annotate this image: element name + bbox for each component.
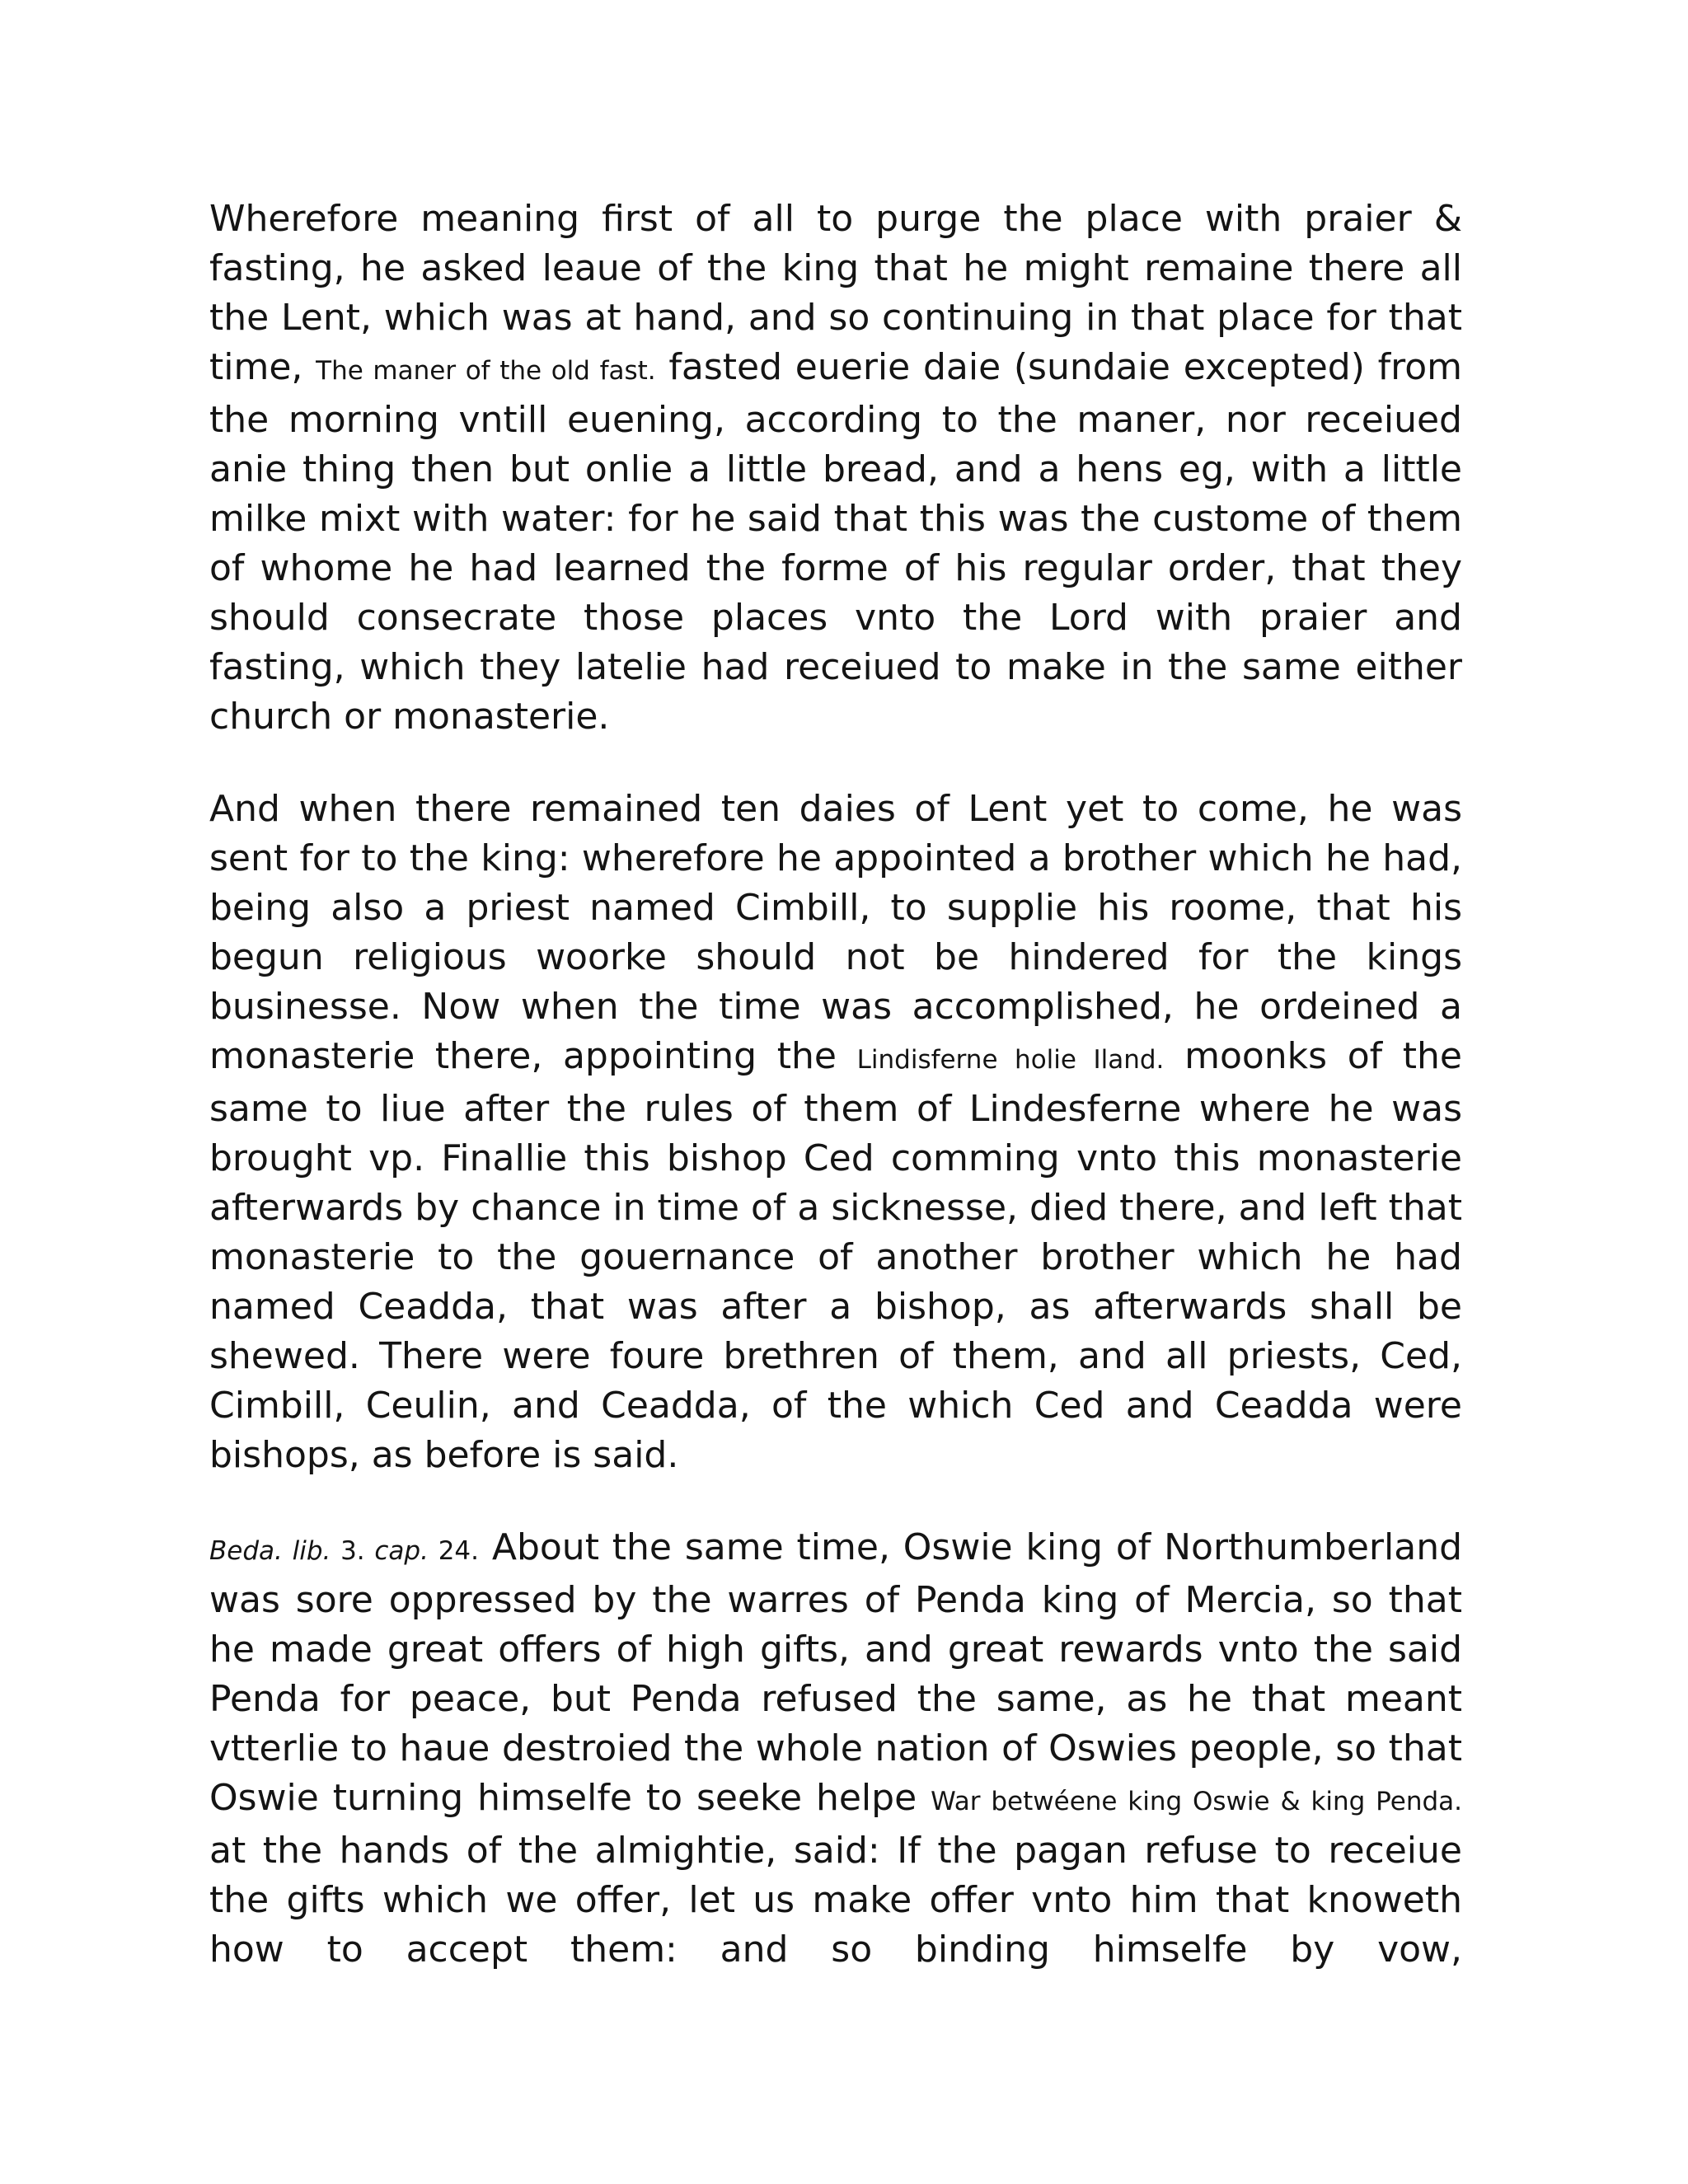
citation-chapter-label: cap. — [374, 1536, 429, 1566]
citation-book-number: 3. — [331, 1536, 375, 1566]
citation-chapter-number: 24. — [428, 1536, 479, 1566]
body-text: fasted euerie daie (sundaie excepted) from the morning vntill euening, according to the maner, nor receiued anie thing then but onlie a little bread, and a hens eg, with a little milke mixt with water: for he said that this was the custome of them of whome he had learned the forme of his regular order, that they should consecrate those places vnto the Lord with praier and fasting, which they latelie had receiued to make in the same either church or monasterie. — [209, 346, 1463, 738]
paragraph-2 — [209, 785, 1462, 1480]
body-text: About the same time, Oswie king of Northumberland was sore oppressed by the warres of Penda king of Mercia, so that he made great offers of high gifts, and great rewards vnto the said Penda for peace, but Penda refused the same, as he that meant vtterlie to haue destroied the whole nation of Oswies people, so that Oswie turning himselfe to seeke helpe — [209, 1526, 1463, 1819]
margin-note: The maner of the old fast. — [316, 356, 656, 386]
body-text: Wherefore meaning first of all to purge the place with praier & fasting, he asked leaue of the king that he might remaine there all the Lent, which was at hand, and so continuing in that place for that time, — [209, 198, 1462, 388]
body-text: moonks of the same to liue after the rules of them of Lindesferne where he was brought vp. Finallie this bishop Ced comming vnto this monasterie afterwards by chance in time of a sicknesse, died there, and left that monasterie to the gouernance of another brother which he had named Ceadda, that was after a bishop, as afterwards shall be shewed. There were foure brethren of them, and all priests, Ced, Cimbill, Ceulin, and Ceadda, of the which Ced and Ceadda were bishops, as before is said. — [209, 1035, 1463, 1476]
margin-note: War betwéene king Oswie & king Penda. — [931, 1787, 1462, 1816]
body-text: at the hands of the almightie, said: If the pagan refuse to receiue the gifts which we offer, let us make offer vnto him that knoweth how to accept them: and so binding himselfe by vow, — [209, 1830, 1462, 1971]
citation-source: Beda. lib. — [209, 1536, 331, 1566]
body-text: And when there remained ten daies of Lent yet to come, he was sent for to the king: wherefore he appointed a brother which he had, being also a priest named Cimbill, to supplie his roome, that his begun religious woorke should not be hindered for the kings businesse. Now when the time was accomplished, he ordeined a monasterie there, appointing the — [209, 788, 1462, 1077]
margin-note: Lindisferne holie Iland. — [856, 1045, 1165, 1075]
paragraph-1 — [209, 194, 1462, 742]
document-page — [209, 194, 1462, 1975]
paragraph-3 — [209, 1523, 1462, 1975]
